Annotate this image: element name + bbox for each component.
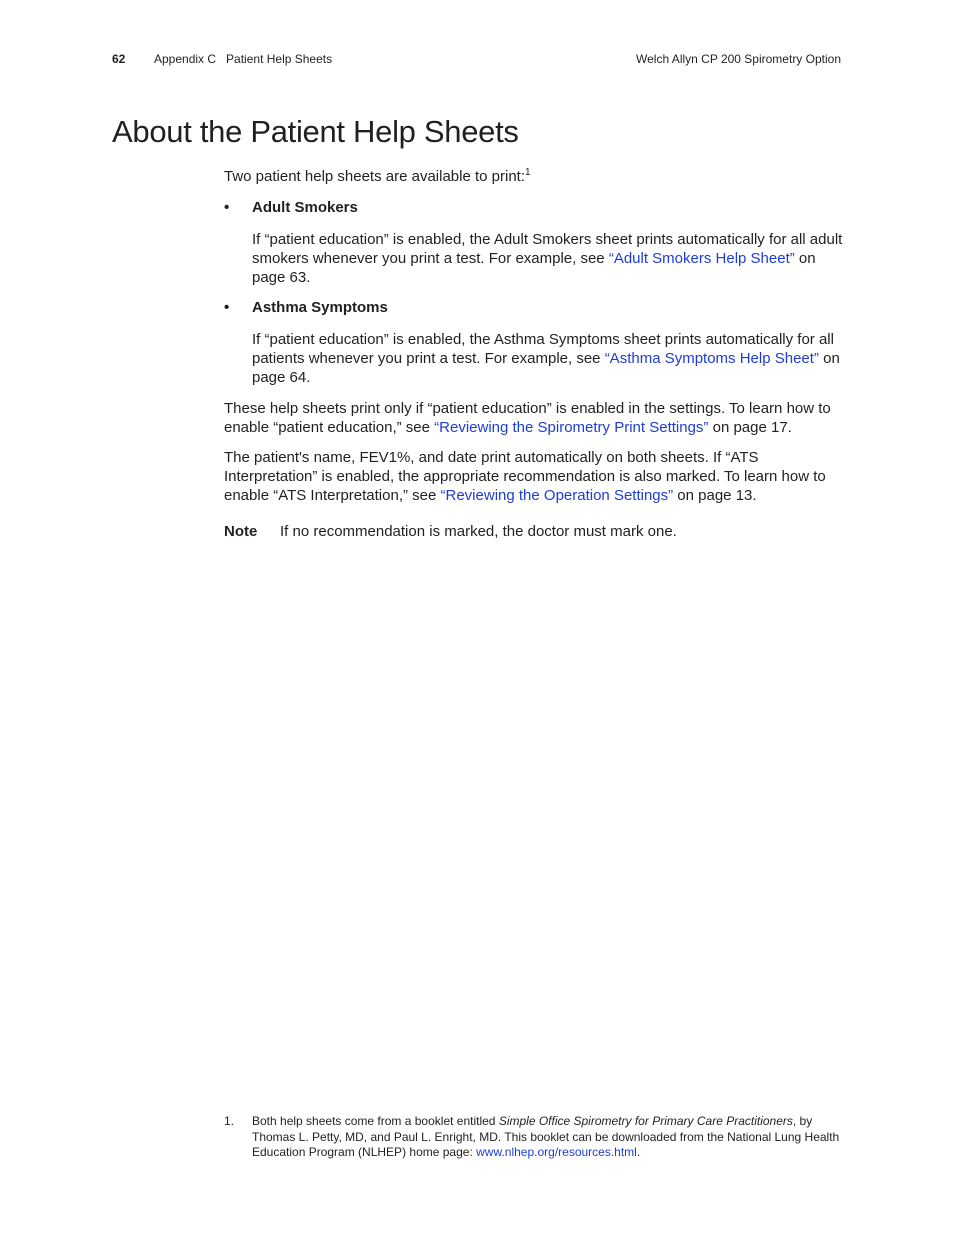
operation-settings-link[interactable]: “Reviewing the Operation Settings” [440, 487, 674, 504]
print-settings-paragraph [224, 399, 846, 437]
footnote-number: 1. [224, 1114, 235, 1128]
intro-text: Two patient help sheets are available to print: [224, 168, 526, 185]
page-title: About the Patient Help Sheets [112, 114, 519, 149]
bullet-asthma-symptoms [224, 299, 388, 316]
bullet-marker: • [224, 299, 230, 316]
paragraph-text: These help sheets print only if “patient education” is enabled in the settings. To learn how to enable “patient education,” see [224, 400, 831, 436]
nlhep-resources-link[interactable]: www.nlhep.org/resources.html [476, 1145, 637, 1159]
footnote-text-middle: , by Thomas L. Petty, MD, and Paul L. Enright, MD. This booklet can be downloaded from the National Lung Health Education Program (NLHEP) home page: [252, 1114, 840, 1159]
spirometry-print-settings-link[interactable]: “Reviewing the Spirometry Print Settings” [434, 419, 709, 436]
bullet-body-asthma-symptoms [252, 330, 846, 387]
chapter-title: Appendix C Patient Help Sheets [154, 52, 333, 66]
ats-interpretation-paragraph [224, 448, 846, 505]
note [224, 523, 846, 540]
paragraph-text-after: on page 17. [708, 419, 792, 436]
note-text: If no recommendation is marked, the doctor must mark one. [280, 523, 677, 540]
adult-smokers-help-sheet-link[interactable]: “Adult Smokers Help Sheet” [608, 250, 795, 267]
bullet-text-after: on page 63. [252, 250, 816, 286]
bullet-marker: • [224, 199, 230, 216]
intro-paragraph [224, 167, 846, 186]
book-title: Welch Allyn CP 200 Spirometry Option [636, 52, 841, 66]
footnote-reference[interactable]: 1 [525, 167, 531, 178]
footnote-text-before: Both help sheets come from a booklet entitled [252, 1114, 499, 1128]
bullet-heading: Adult Smokers [252, 199, 358, 216]
bullet-text: If “patient education” is enabled, the Adult Smokers sheet prints automatically for all adult smokers whenever you print a test. For example, see [252, 231, 843, 267]
bullet-adult-smokers [224, 199, 358, 216]
note-label: Note [224, 523, 258, 540]
page-number: 62 [112, 52, 126, 66]
asthma-symptoms-help-sheet-link[interactable]: “Asthma Symptoms Help Sheet” [604, 350, 819, 367]
paragraph-text-after: on page 13. [673, 487, 757, 504]
footnote-text [252, 1114, 844, 1161]
bullet-text: If “patient education” is enabled, the Asthma Symptoms sheet prints automatically for all patients whenever you print a test. For example, see [252, 331, 834, 367]
footnote-text-after: . [636, 1145, 641, 1159]
booklet-title: Simple Office Spirometry for Primary Care Practitioners [498, 1114, 793, 1128]
page-header [0, 52, 954, 70]
paragraph-text: The patient's name, FEV1%, and date print automatically on both sheets. If “ATS Interpretation” is enabled, the appropriate recommendation is also marked. To learn how to enable “ATS Interpretation,” see [224, 449, 826, 504]
bullet-body-adult-smokers [252, 230, 846, 287]
bullet-text-after: on page 64. [252, 350, 840, 386]
bullet-heading: Asthma Symptoms [252, 299, 388, 316]
